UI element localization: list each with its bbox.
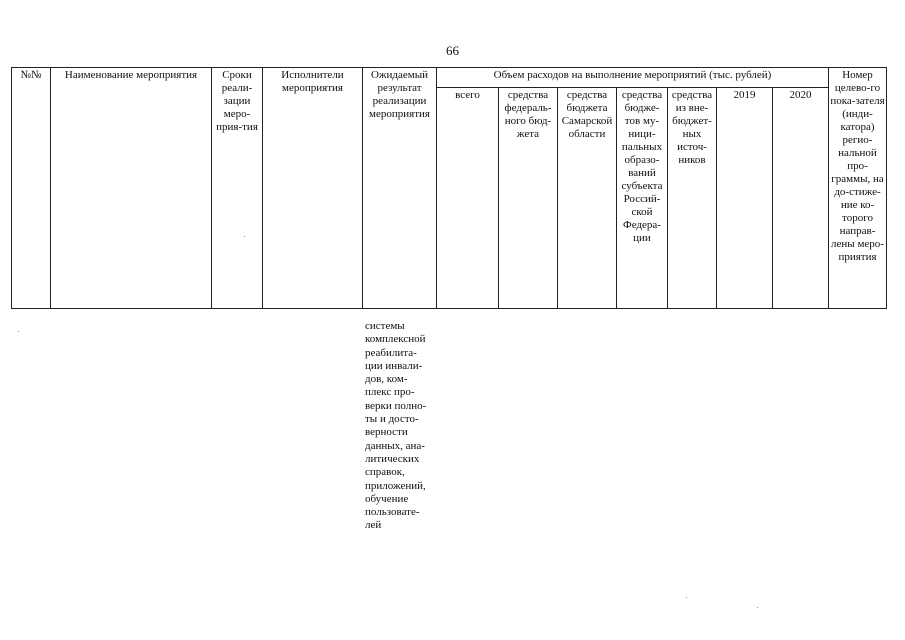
continuation-line: дов, ком- — [365, 373, 408, 386]
header-cell-number: №№ — [12, 68, 51, 309]
page-number: 66 — [446, 43, 459, 58]
header-cell-municipal: средства бюдже-тов му-ници-пальных образо-ваний субъекта Россий-ской Федера-ции — [617, 88, 668, 309]
scan-speck — [757, 607, 758, 608]
header-cell-2020: 2020 — [773, 88, 829, 309]
continuation-line: системы — [365, 320, 405, 332]
continuation-line: ции инвали- — [365, 359, 423, 372]
continuation-line: пользовате- — [365, 506, 420, 519]
expenses-table-header — [11, 67, 887, 309]
header-cell-extrabudget: средства из вне-бюджет-ных источ-ников — [668, 88, 717, 309]
scan-speck — [686, 597, 687, 598]
continuation-line: реабилита- — [365, 346, 417, 359]
header-cell-terms: Сроки реали-зации меро-прия-тия — [212, 68, 263, 309]
continuation-line: комплексной — [365, 333, 426, 346]
header-cell-indicator: Номер целево-го пока-зателя (инди-катора) регио-нальной про-граммы, на до-стиже-ние ко-торого направ-лены меро-приятия — [829, 68, 887, 309]
header-cell-2019: 2019 — [717, 88, 773, 309]
header-cell-expected-result: Ожидаемый результат реализации мероприятия — [363, 68, 437, 309]
continuation-line: верки полно- — [365, 399, 427, 412]
header-cell-regional: средства бюджета Самарской области — [558, 88, 617, 309]
header-cell-expenses-group: Объем расходов на выполнение мероприятий (тыс. рублей) — [437, 68, 829, 88]
continuation-line: верности — [365, 426, 408, 439]
continuation-line: лей — [365, 519, 382, 532]
header-cell-name: Наименование мероприятия — [51, 68, 212, 309]
continuation-line: литических — [365, 452, 420, 465]
continuation-line: справок, — [365, 466, 405, 479]
scan-speck — [244, 236, 245, 237]
continuation-text — [365, 320, 439, 533]
continuation-line: ты и досто- — [365, 413, 419, 426]
continuation-line: данных, ана- — [365, 439, 425, 452]
continuation-line: приложений, — [365, 479, 426, 492]
header-cell-executors: Исполнители мероприятия — [263, 68, 363, 309]
header-cell-federal: средства федераль-ного бюд-жета — [499, 88, 558, 309]
header-cell-total: всего — [437, 88, 499, 309]
continuation-line: плекс про- — [365, 386, 415, 399]
continuation-line: обучение — [365, 492, 409, 505]
scan-speck — [18, 331, 19, 332]
